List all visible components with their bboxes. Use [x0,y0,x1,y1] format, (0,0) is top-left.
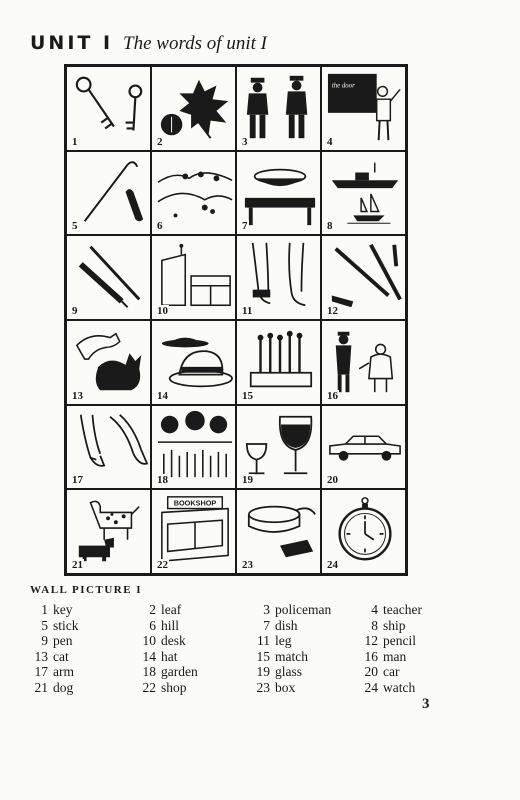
word-item: 14 hat [142,648,178,664]
word-item: 24 watch [364,679,416,695]
pencil-icon [326,240,404,312]
wall-picture-title: WALL PICTURE I [30,584,143,596]
word-item: 11 leg [257,633,292,648]
cat-icon [71,325,149,397]
dog-icon [71,494,149,566]
picture-dog [66,489,151,574]
word-column-3 [252,602,331,695]
picture-hat [151,320,236,405]
picture-garden [151,405,236,490]
picture-leg [236,235,321,320]
cell-number: 21 [72,558,83,571]
cell-number: 24 [327,558,338,571]
word-item: 9 pen [41,633,73,648]
picture-stick [66,151,151,236]
word-item: 8 ship [371,617,406,633]
man-icon [326,325,404,397]
shop-sign: BOOKSHOP [173,498,217,508]
cell-number: 8 [327,220,333,233]
cell-number: 6 [157,220,163,233]
picture-hill [151,151,236,236]
picture-match [236,320,321,405]
cell-number: 1 [72,135,78,148]
picture-ship [321,151,406,236]
ship-icon [326,156,404,228]
cell-number: 4 [327,135,333,148]
word-column-2 [138,602,198,695]
hill-icon [156,156,234,228]
picture-glass [236,405,321,490]
cell-number: 13 [72,389,83,402]
word-item: 20 car [364,664,400,679]
key-icon [71,71,149,143]
picture-cat [66,320,151,405]
word-item: 23 box [256,679,296,695]
board-writing: the door [331,82,355,90]
picture-grid [64,64,408,576]
word-item: 3 policeman [263,602,332,617]
desk-icon [156,240,234,312]
picture-box [236,489,321,574]
teacher-icon [326,71,404,143]
arm-icon [71,410,149,482]
picture-watch [321,489,406,574]
hat-icon [156,325,234,397]
picture-desk [151,235,236,320]
word-item: 7 dish [263,617,298,633]
word-item: 6 hill [149,617,180,633]
cell-number: 16 [327,389,338,402]
cell-number: 7 [242,220,248,233]
word-item: 21 dog [34,679,74,695]
dish-icon [241,156,319,228]
word-item: 2 leaf [149,602,182,617]
cell-number: 14 [157,389,168,402]
word-item: 5 stick [41,617,79,633]
box-icon [241,494,319,566]
picture-man [321,320,406,405]
word-column-1 [30,602,79,695]
cell-number: 15 [242,389,253,402]
picture-arm [66,405,151,490]
cell-number: 10 [157,304,168,317]
cell-number: 9 [72,304,78,317]
word-item: 1 key [41,602,73,617]
cell-number: 3 [242,135,248,148]
picture-key [66,66,151,151]
picture-pencil [321,235,406,320]
cell-number: 19 [242,474,253,487]
picture-dish [236,151,321,236]
cell-number: 12 [327,304,338,317]
cell-number: 2 [157,135,163,148]
leg-icon [241,240,319,312]
cell-number: 23 [242,558,253,571]
cell-number: 17 [72,474,83,487]
shop-icon [156,494,234,566]
garden-icon [156,410,234,482]
word-item: 15 match [256,648,308,664]
cell-number: 18 [157,474,168,487]
picture-car [321,405,406,490]
cell-number: 22 [157,558,168,571]
picture-policeman [236,66,321,151]
word-item: 22 shop [142,679,187,695]
unit-label: UNIT I [30,32,114,54]
word-item: 18 garden [142,664,198,679]
word-item: 12 pencil [364,633,416,648]
unit-subtitle: The words of unit I [123,33,267,54]
stick-icon [71,156,149,228]
car-icon [326,410,404,482]
word-item: 19 glass [256,664,302,679]
word-item: 4 teacher [371,602,422,617]
word-item: 10 desk [142,633,186,648]
word-list [30,602,450,694]
cell-number: 5 [72,220,78,233]
cell-number: 20 [327,474,338,487]
glass-icon [241,410,319,482]
page-number: 3 [422,696,430,712]
unit-heading [30,32,267,55]
watch-icon [326,494,404,566]
picture-teacher [321,66,406,151]
pen-icon [71,240,149,312]
picture-leaf [151,66,236,151]
picture-pen [66,235,151,320]
word-item: 16 man [364,648,407,664]
word-item: 13 cat [34,648,69,664]
word-column-4 [360,602,422,695]
leaf-icon [156,71,234,143]
cell-number: 11 [242,304,253,317]
policeman-icon [241,71,319,143]
picture-shop [151,489,236,574]
word-item: 17 arm [34,664,74,679]
match-icon [241,325,319,397]
